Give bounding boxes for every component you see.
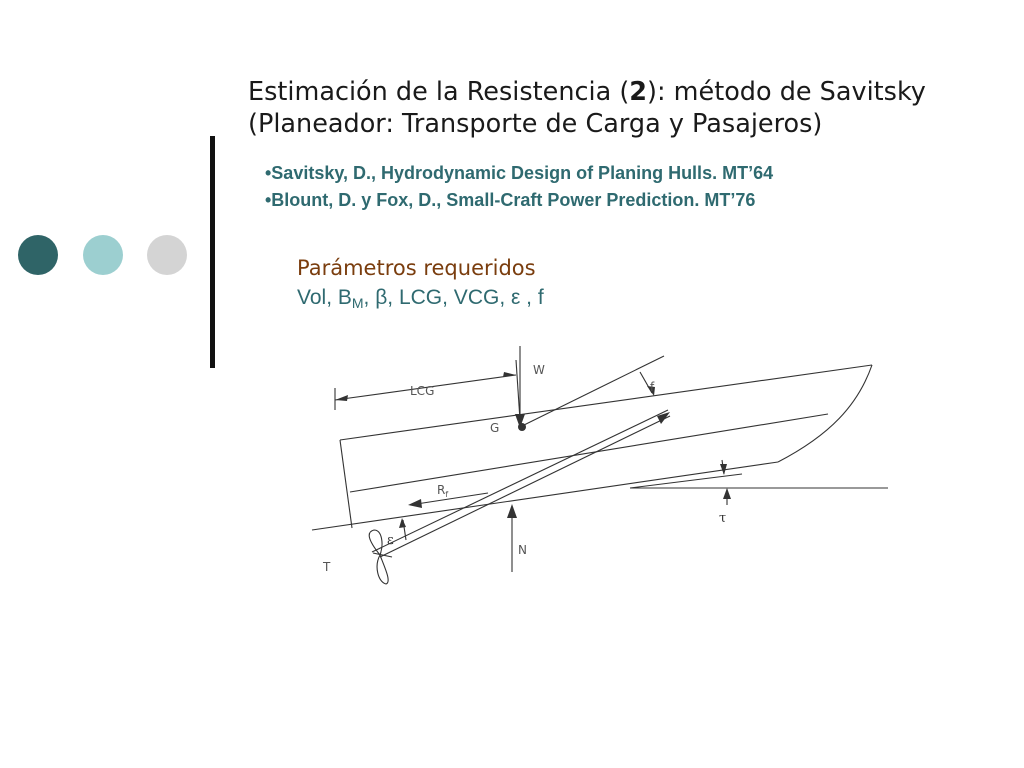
- lcg-label: LCG: [410, 384, 435, 398]
- lcg-arrow-left: [335, 395, 348, 401]
- normal-arrowhead: [507, 504, 517, 518]
- center-of-gravity-marker: [518, 423, 526, 431]
- lcg-right-extension: [516, 360, 520, 420]
- title-line-2: (Planeador: Transporte de Carga y Pasajeros): [248, 109, 823, 139]
- title-number: 2: [629, 77, 648, 107]
- reference-item: •Savitsky, D., Hydrodynamic Design of Planing Hulls. MT’64: [265, 163, 774, 183]
- thrust-label: T: [323, 560, 331, 574]
- hull-deck-line: [340, 365, 872, 440]
- normal-force-label: N: [518, 543, 527, 557]
- param-bm-subscript: M: [351, 295, 364, 311]
- weight-label: W: [533, 363, 545, 377]
- hull-transom: [340, 440, 352, 528]
- reference-item: •Blount, D. y Fox, D., Small-Craft Power Prediction. MT’76: [265, 190, 756, 210]
- rf-label-main: R: [437, 483, 446, 497]
- thrust-line-lower: [380, 416, 670, 557]
- rf-label: [437, 483, 448, 499]
- param-vol-b: Vol, B: [297, 286, 352, 309]
- title-text-start: Estimación de la Resistencia (: [248, 77, 630, 107]
- hull-keel-line: [312, 462, 778, 530]
- tau-lower-arrowhead: [723, 488, 731, 499]
- param-rest: , β, LCG, VCG, ε , f: [363, 286, 544, 309]
- hull-bow-curve: [778, 365, 872, 462]
- g-label: G: [490, 421, 500, 435]
- hull-chine-line: [350, 414, 828, 492]
- epsilon-label: ε: [387, 533, 394, 548]
- tau-label: τ: [719, 511, 727, 526]
- title-text-end: ): método de Savitsky: [647, 77, 926, 107]
- epsilon-arrowhead: [399, 518, 406, 528]
- friction-arrowhead: [408, 499, 422, 508]
- rf-label-subscript: f: [445, 490, 449, 499]
- friction-resistance-vector: [410, 493, 488, 505]
- parameters-heading: Parámetros requeridos: [297, 256, 536, 280]
- f-label: f: [650, 380, 655, 394]
